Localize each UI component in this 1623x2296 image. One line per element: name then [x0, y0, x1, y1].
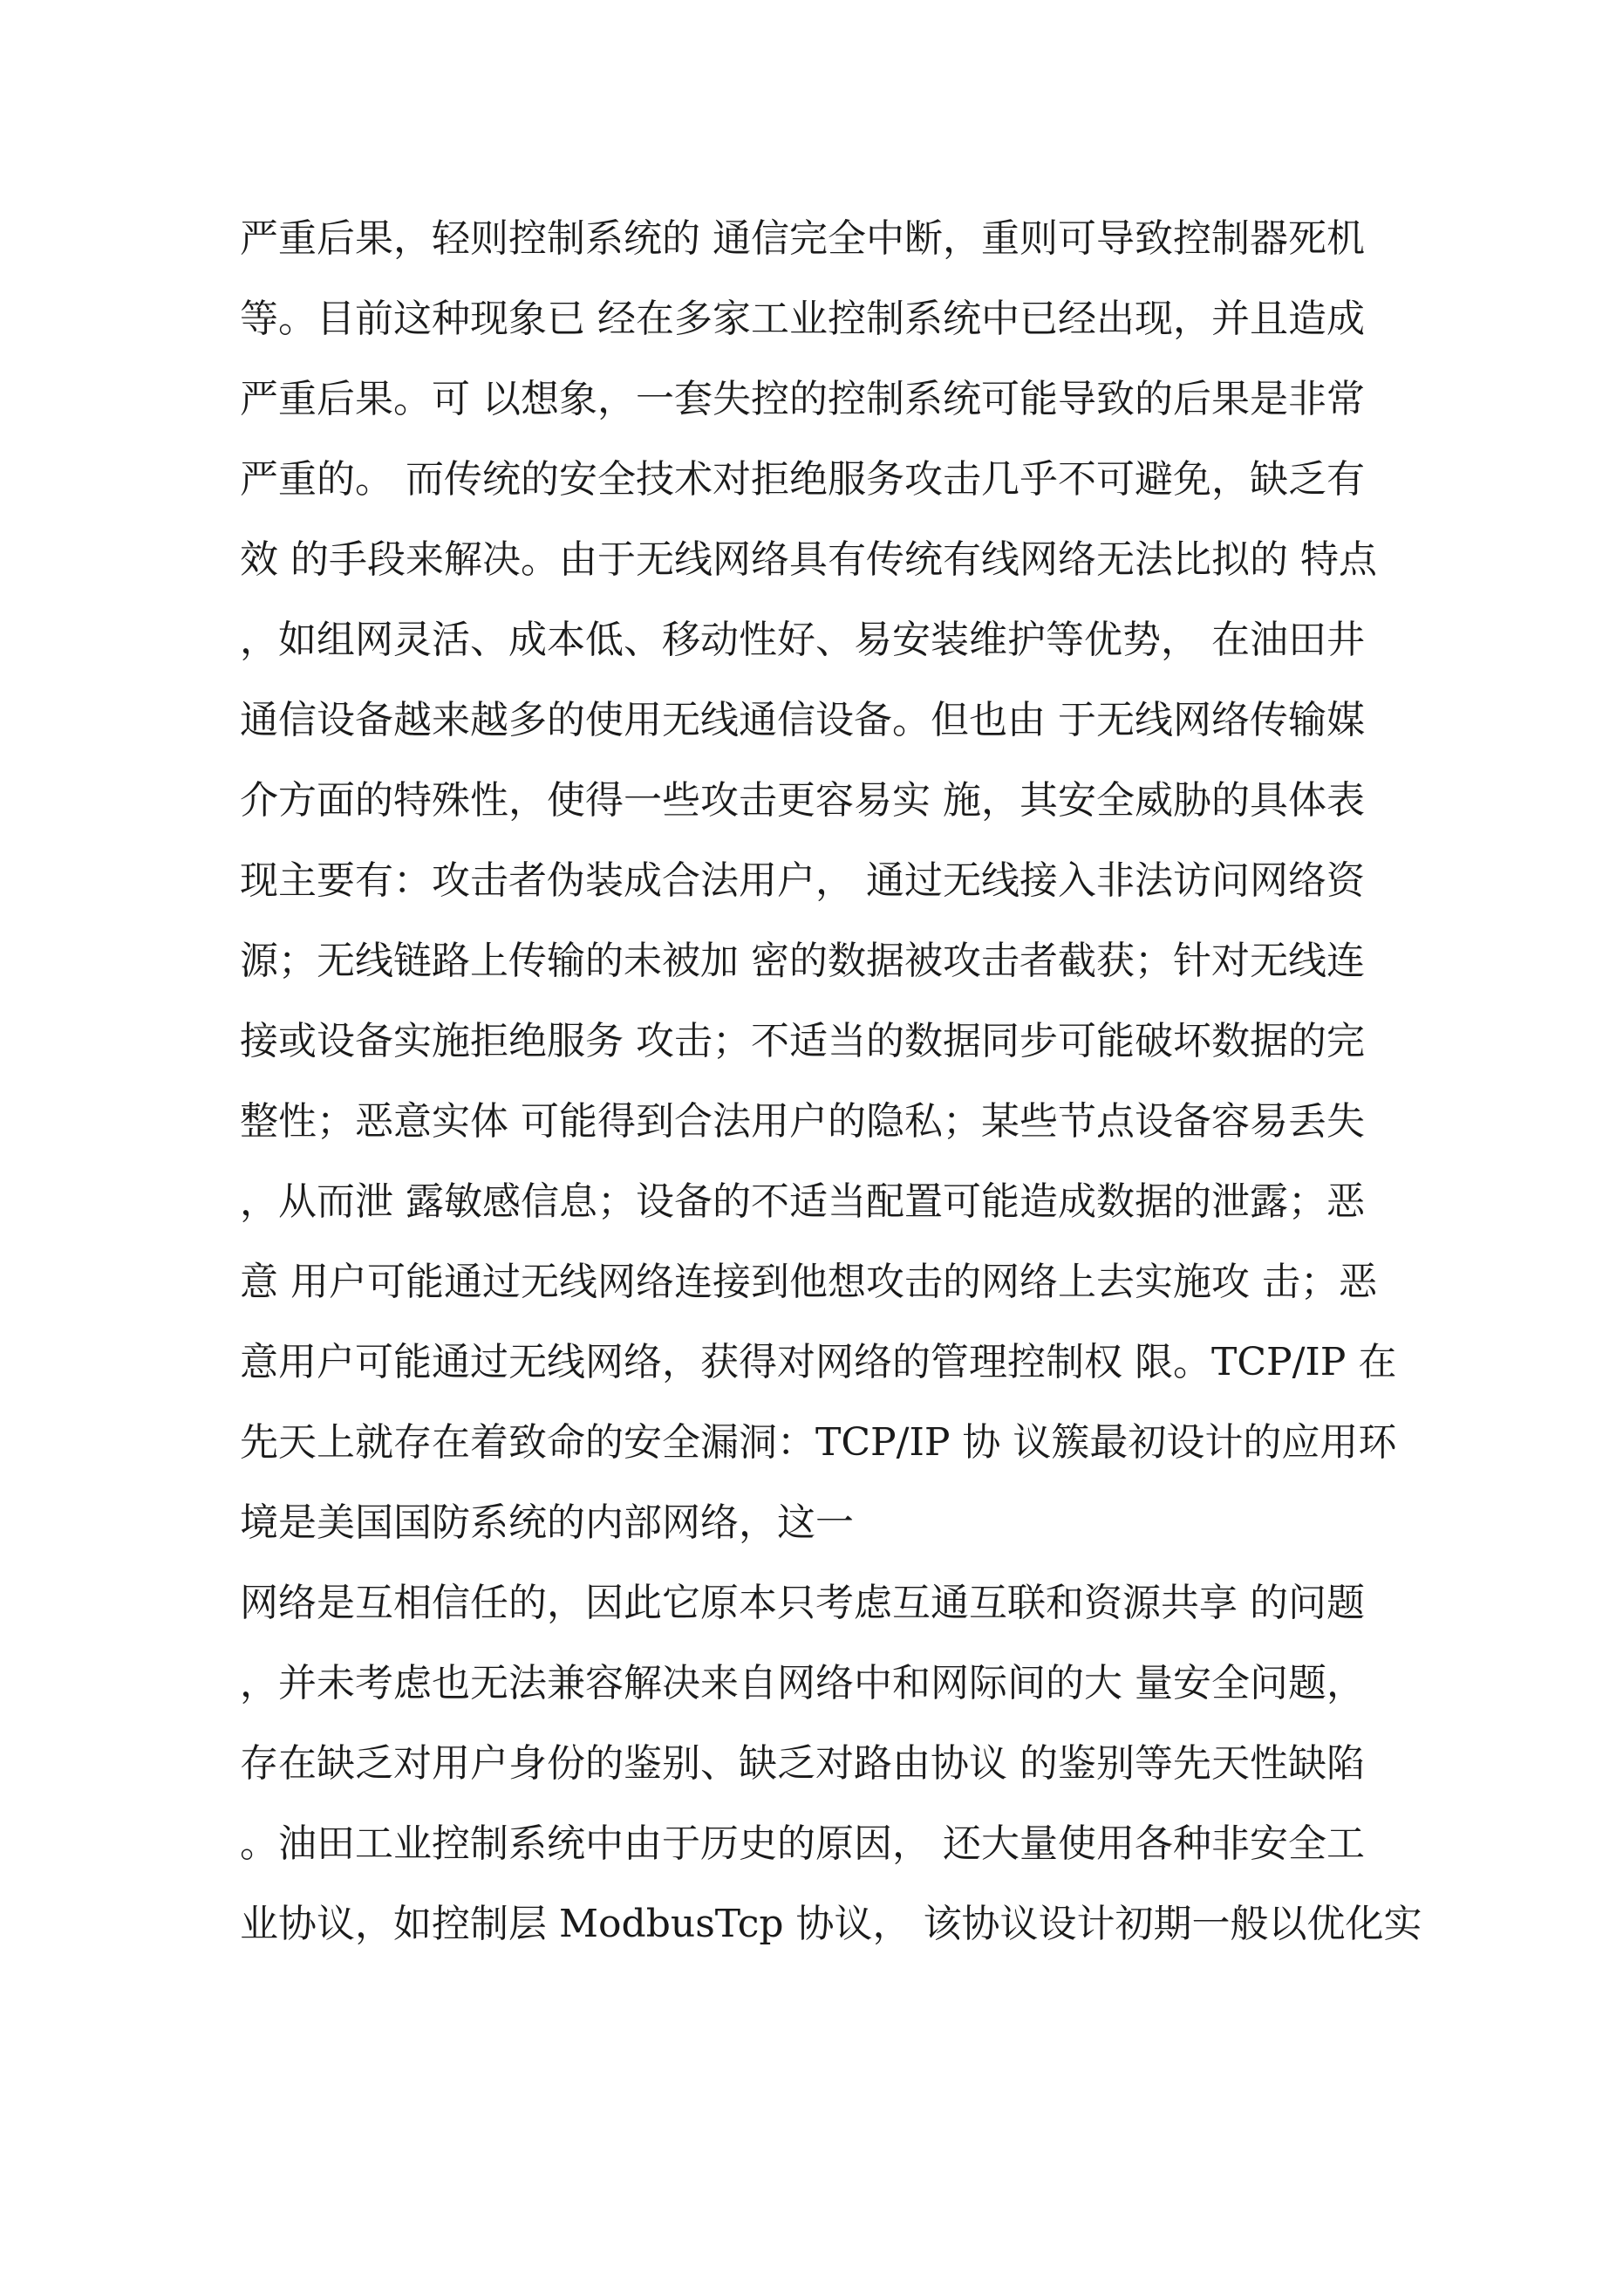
text-line: 网络是互相信任的，因此它原本只考虑互通互联和资源共享 的问题: [240, 1581, 1365, 1625]
body-text: [240, 199, 1426, 1965]
text-line: 介方面的特殊性，使得一些攻击更容易实 施，其安全威胁的具体表: [240, 778, 1365, 823]
text-line: ，并未考虑也无法兼容解决来自网络中和网际间的大 量安全问题，: [240, 1661, 1365, 1705]
text-line: 效 的手段来解决。由于无线网络具有传统有线网络无法比拟的 特点: [240, 537, 1377, 582]
text-line: 现主要有：攻击者伪装成合法用户， 通过无线接入非法访问网络资: [240, 858, 1365, 903]
text-line: 业协议，如控制层 ModbusTcp 协议， 该协议设计初期一般以优化实: [240, 1902, 1422, 1946]
text-line: 通信设备越来越多的使用无线通信设备。但也由 于无线网络传输媒: [240, 698, 1365, 742]
text-line: 境是美国国防系统的内部网络，这一: [240, 1500, 854, 1545]
text-line: 存在缺乏对用户身份的鉴别、缺乏对路由协议 的鉴别等先天性缺陷: [240, 1741, 1365, 1786]
text-line: 意用户可能通过无线网络，获得对网络的管理控制权 限。TCP/IP 在: [240, 1340, 1397, 1384]
text-line: 严重后果，轻则控制系统的 通信完全中断，重则可导致控制器死机: [240, 216, 1365, 261]
text-line: 等。目前这种现象已 经在多家工业控制系统中已经出现，并且造成: [240, 297, 1365, 341]
text-line: 整性；恶意实体 可能得到合法用户的隐私；某些节点设备容易丢失: [240, 1099, 1365, 1144]
text-line: 接或设备实施拒绝服务 攻击；不适当的数据同步可能破坏数据的完: [240, 1019, 1365, 1063]
text-line: ，从而泄 露敏感信息；设备的不适当配置可能造成数据的泄露；恶: [240, 1179, 1365, 1224]
text-line: 源；无线链路上传输的未被加 密的数据被攻击者截获；针对无线连: [240, 939, 1365, 983]
text-line: 严重的。 而传统的安全技术对拒绝服务攻击几乎不可避免，缺乏有: [240, 457, 1365, 502]
text-line: 先天上就存在着致命的安全漏洞：TCP/IP 协 议簇最初设计的应用环: [240, 1420, 1397, 1465]
text-line: ，如组网灵活、成本低、移动性好、易安装维护等优势， 在油田井: [240, 618, 1365, 662]
text-line: 。油田工业控制系统中由于历史的原因， 还大量使用各种非安全工: [240, 1821, 1365, 1866]
text-line: 严重后果。可 以想象，一套失控的控制系统可能导致的后果是非常: [240, 377, 1365, 421]
text-line: 意 用户可能通过无线网络连接到他想攻击的网络上去实施攻 击；恶: [240, 1260, 1377, 1304]
